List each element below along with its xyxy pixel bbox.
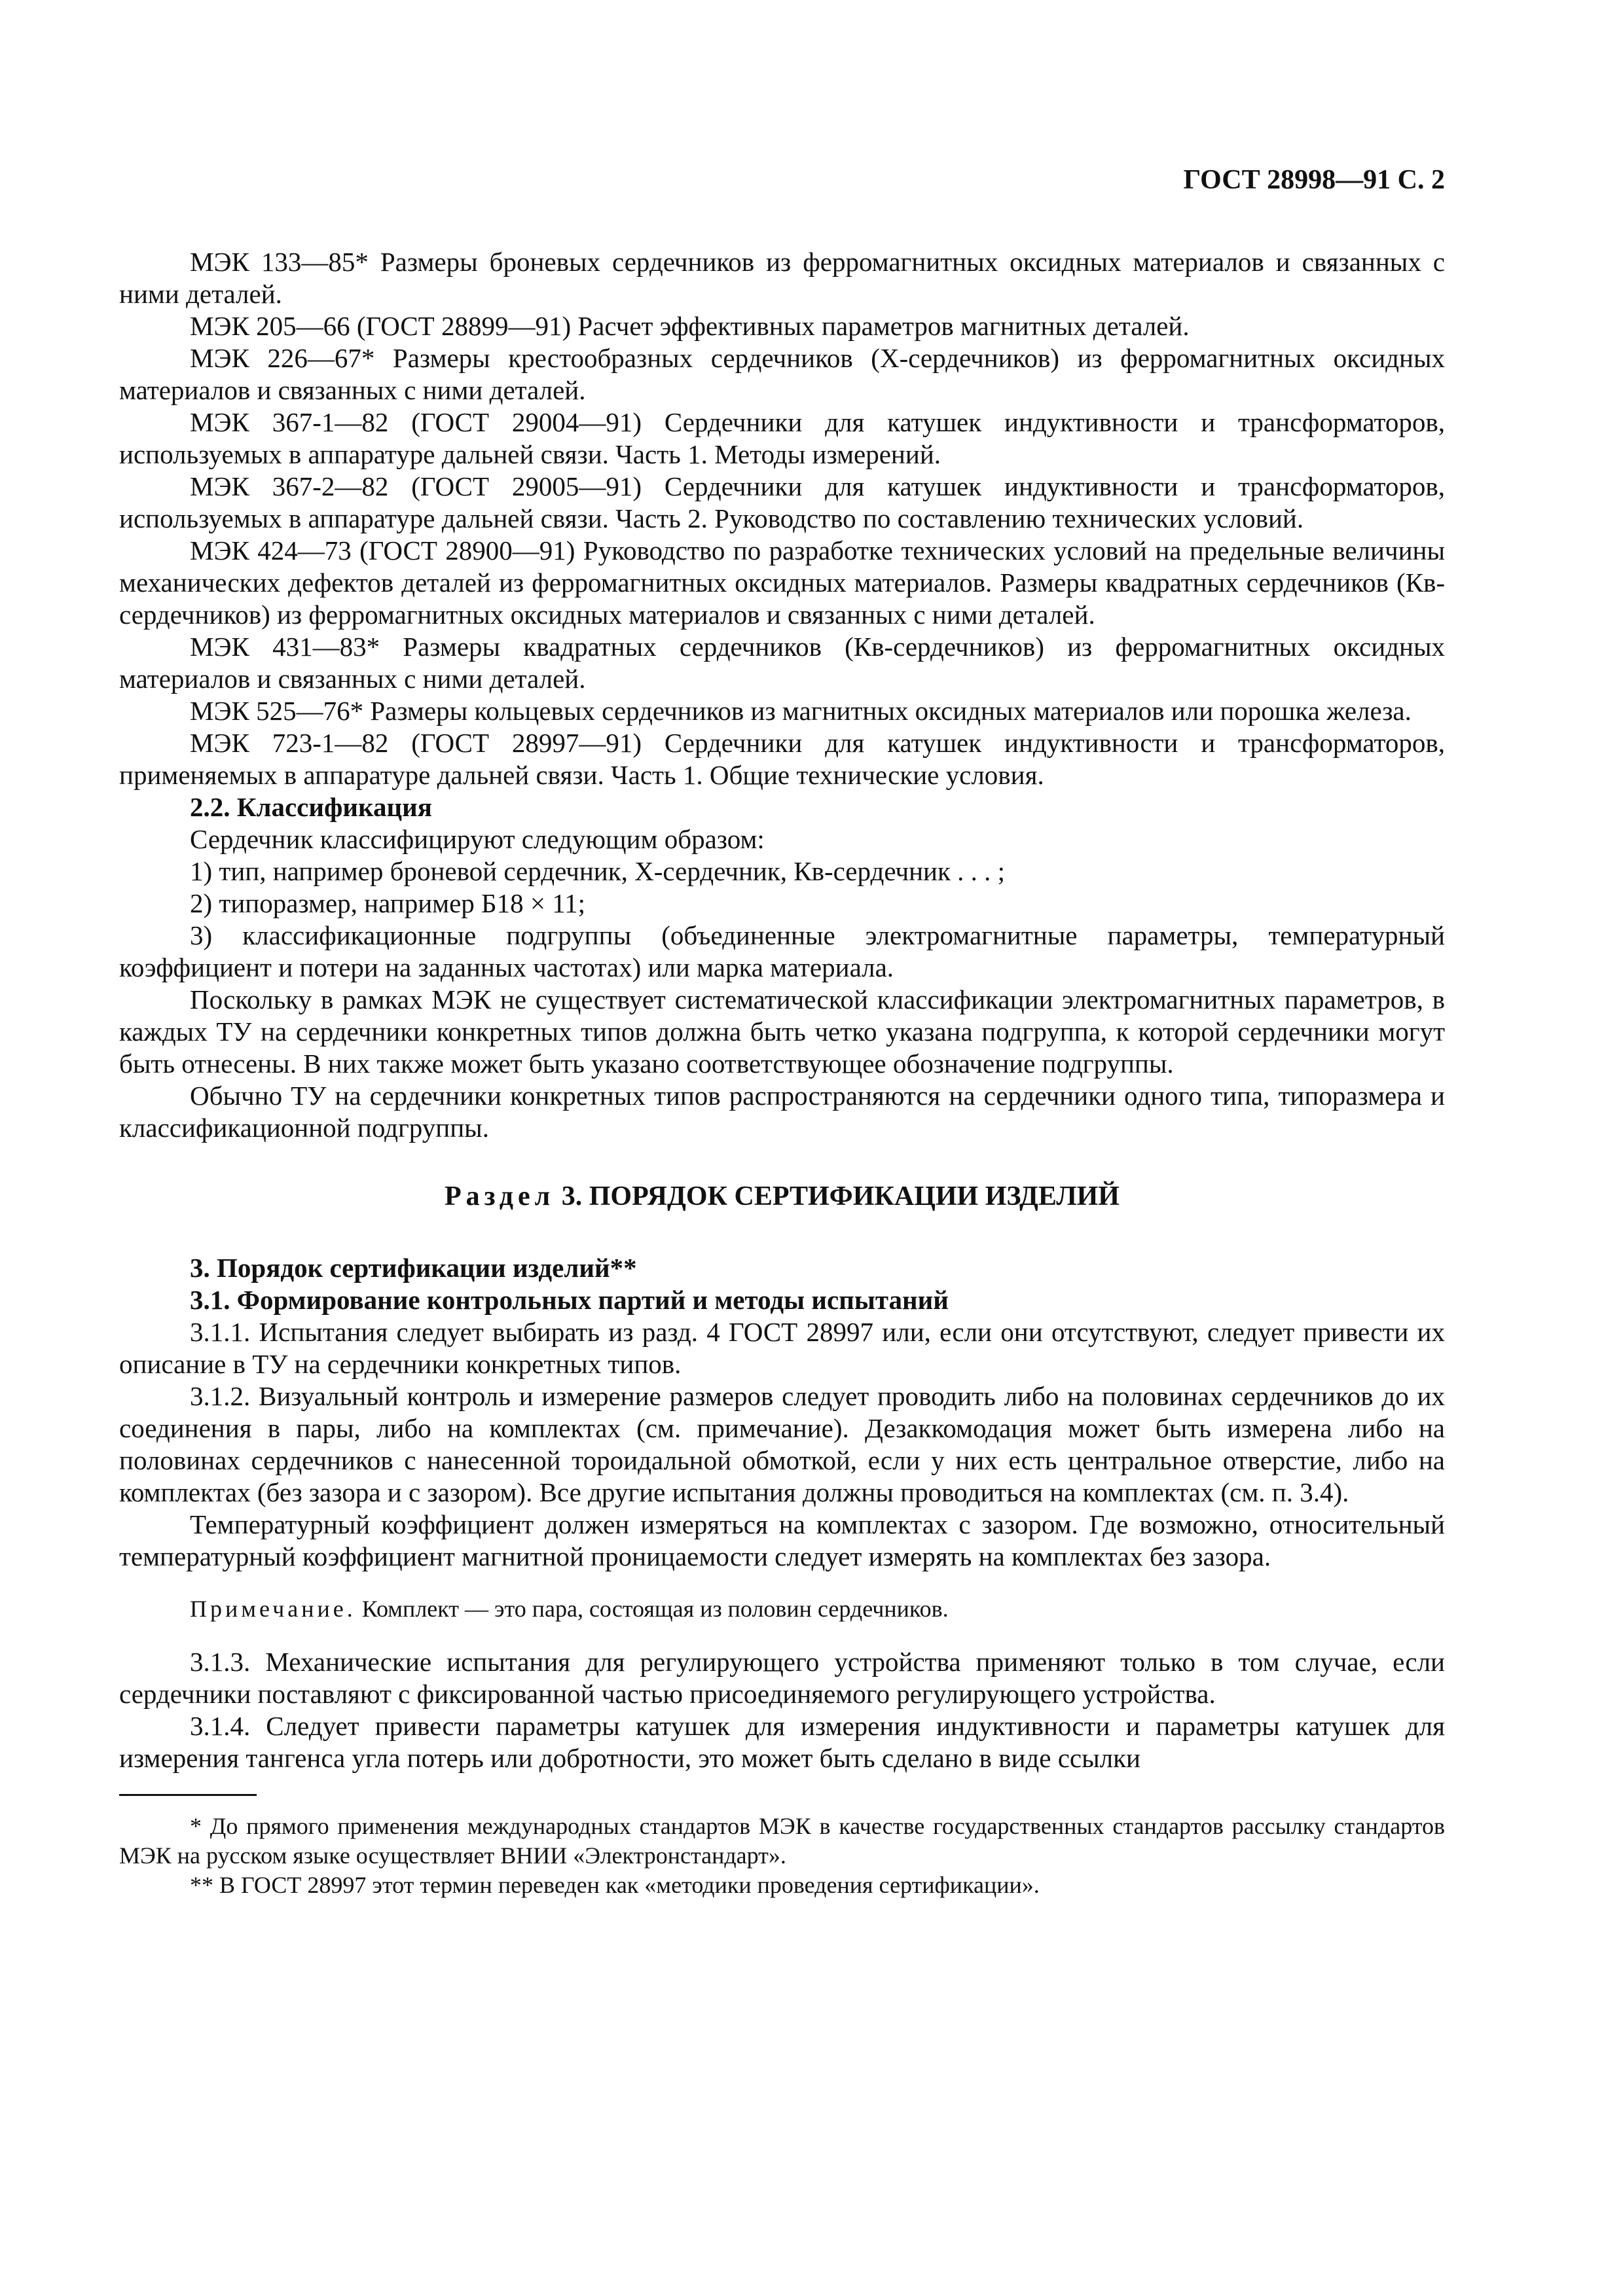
- note-text: Комплект — это пара, состоящая из половин сердечников.: [356, 1596, 949, 1622]
- section-title-text: 3. ПОРЯДОК СЕРТИФИКАЦИИ ИЗДЕЛИЙ: [555, 1181, 1120, 1211]
- note: [119, 1594, 1445, 1624]
- section-title: [119, 1181, 1445, 1213]
- footnote: ** В ГОСТ 28997 этот термин переведен как «методики проведения сертификации».: [190, 1872, 1040, 1898]
- reference-item: МЭК 367-2—82 (ГОСТ 29005—91) Сердечники для катушек индуктивности и трансформаторов, используемых в аппаратуре дальней связи. Часть 2. Руководство по составлению технических условий.: [119, 471, 1445, 533]
- reference-item: МЭК 205—66 (ГОСТ 28899—91) Расчет эффективных параметров магнитных деталей.: [190, 311, 1190, 341]
- section-title-word: Раздел: [445, 1181, 555, 1211]
- certification-subheading: 3.1. Формирование контрольных партий и методы испытаний: [190, 1285, 949, 1315]
- footnote-divider: [119, 1794, 257, 1796]
- classification-intro: Сердечник классифицируют следующим образом:: [190, 824, 765, 854]
- clause-3-1-4: 3.1.4. Следует привести параметры катушек для измерения индуктивности и параметры катушек для измерения тангенса угла потерь или добротности, это может быть сделано в виде ссылки: [119, 1711, 1445, 1773]
- clause-3-1-1: 3.1.1. Испытания следует выбирать из разд. 4 ГОСТ 28997 или, если они отсутствуют, следует привести их описание в ТУ на сердечники конкретных типов.: [119, 1317, 1445, 1379]
- clause-3-1-2: 3.1.2. Визуальный контроль и измерение размеров следует проводить либо на половинах сердечников до их соединения в пары, либо на комплектах (см. примечание). Дезаккомодация может быть измерена либо на половинах сердечников с нанесенной тороидальной обмоткой, если у них есть центральное отверстие, либо на комплектах (без зазора и с зазором). Все другие испытания должны проводиться на комплектах (см. п. 3.4).: [119, 1381, 1445, 1507]
- classification-section: [119, 791, 1445, 1144]
- classification-item: 1) тип, например броневой сердечник, Х-сердечник, Кв-сердечник . . . ;: [190, 856, 1006, 886]
- reference-item: МЭК 431—83* Размеры квадратных сердечников (Кв-сердечников) из ферромагнитных оксидных материалов и связанных с ними деталей.: [119, 632, 1445, 694]
- certification-heading: 3. Порядок сертификации изделий**: [190, 1253, 637, 1283]
- clause-3-1-3: 3.1.3. Механические испытания для регулирующего устройства применяют только в том случае, если сердечники поставляют с фиксированной частью присоединяемого регулирующего устройства.: [119, 1647, 1445, 1709]
- reference-item: МЭК 525—76* Размеры кольцевых сердечников из магнитных оксидных материалов или порошка железа.: [190, 696, 1412, 726]
- classification-item: 2) типоразмер, например Б18 × 11;: [190, 888, 586, 918]
- certification-section: [119, 1252, 1445, 1774]
- footnotes: [119, 1812, 1445, 1900]
- reference-item: МЭК 133—85* Размеры броневых сердечников из ферромагнитных оксидных материалов и связанных с ними деталей.: [119, 247, 1445, 309]
- reference-item: МЭК 723-1—82 (ГОСТ 28997—91) Сердечники для катушек индуктивности и трансформаторов, применяемых в аппаратуре дальней связи. Часть 1. Общие технические условия.: [119, 728, 1445, 790]
- reference-item: МЭК 367-1—82 (ГОСТ 29004—91) Сердечники для катушек индуктивности и трансформаторов, используемых в аппаратуре дальней связи. Часть 1. Методы измерений.: [119, 407, 1445, 469]
- classification-paragraph: Поскольку в рамках МЭК не существует систематической классификации электромагнитных параметров, в каждых ТУ на сердечники конкретных типов должна быть четко указана подгруппа, к которой сердечники могут быть отнесены. В них также может быть указано соответствующее обозначение подгруппы.: [119, 984, 1445, 1079]
- reference-item: МЭК 424—73 (ГОСТ 28900—91) Руководство по разработке технических условий на предельные величины механических дефектов деталей из ферромагнитных оксидных материалов. Размеры квадратных сердечников (Кв-сердечников) из ферромагнитных оксидных материалов и связанных с ними деталей.: [119, 535, 1445, 630]
- classification-item: 3) классификационные подгруппы (объединенные электромагнитные параметры, температурный коэффициент и потери на заданных частотах) или марка материала.: [119, 920, 1445, 982]
- note-label: Примечание.: [190, 1596, 356, 1622]
- temperature-paragraph: Температурный коэффициент должен измеряться на комплектах с зазором. Где возможно, относительный температурный коэффициент магнитной проницаемости следует измерять на комплектах без зазора.: [119, 1509, 1445, 1571]
- classification-heading: 2.2. Классификация: [190, 792, 432, 822]
- reference-list: [119, 246, 1445, 791]
- reference-item: МЭК 226—67* Размеры крестообразных сердечников (Х-сердечников) из ферромагнитных оксидных материалов и связанных с ними деталей.: [119, 343, 1445, 405]
- footnote: * До прямого применения международных стандартов МЭК в качестве государственных стандартов рассылку стандартов МЭК на русском языке осуществляет ВНИИ «Электронстандарт».: [119, 1813, 1445, 1869]
- classification-paragraph: Обычно ТУ на сердечники конкретных типов распространяются на сердечники одного типа, типоразмера и классификационной подгруппы.: [119, 1081, 1445, 1143]
- page-header: ГОСТ 28998—91 С. 2: [1183, 165, 1445, 195]
